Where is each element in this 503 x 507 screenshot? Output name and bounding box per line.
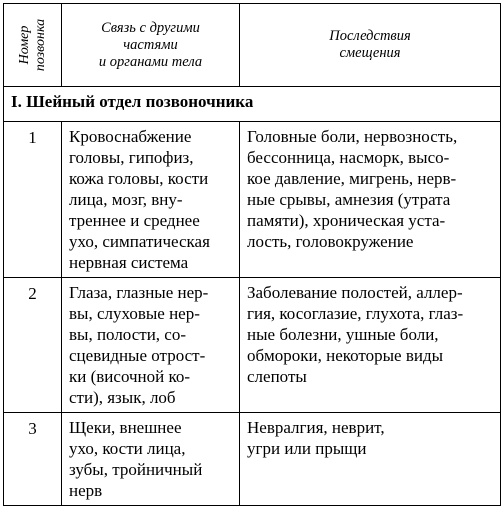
- relation-line: Глаза, глазные нер-: [69, 283, 209, 302]
- consequences-cell: [240, 413, 501, 506]
- consequences-line: Головные боли, нервозность,: [247, 127, 458, 146]
- relation-line: ухо, симпатическая: [69, 232, 210, 251]
- consequences-line: ные болезни, ушные боли,: [247, 325, 439, 344]
- header-relation-line: частями: [123, 36, 178, 53]
- consequences-line: Заболевание полостей, аллер-: [247, 283, 463, 302]
- consequences-cell: [240, 122, 501, 278]
- consequences-line: лость, головокружение: [247, 232, 414, 251]
- relation-line: нерв: [69, 481, 103, 500]
- section-title: I. Шейный отдел позвоночника: [4, 87, 501, 122]
- relation-cell: [62, 122, 240, 278]
- header-relation: [62, 4, 240, 87]
- consequences-line: угри или прыщи: [247, 439, 367, 458]
- consequences-line: бессонница, насморк, высо-: [247, 148, 450, 167]
- relation-line: Кровоснабжение: [69, 127, 192, 146]
- header-relation-line: и органами тела: [98, 53, 203, 70]
- table-row: [4, 122, 501, 278]
- header-consequences: [240, 4, 501, 87]
- relation-line: сти), язык, лоб: [69, 388, 176, 407]
- consequences-line: ные срывы, амнезия (утрата: [247, 190, 451, 209]
- consequences-line: обмороки, некоторые виды: [247, 346, 444, 365]
- relation-line: лица, мозг, вну-: [69, 190, 183, 209]
- consequences-line: кое давление, мигрень, нерв-: [247, 169, 457, 188]
- table-row: [4, 278, 501, 413]
- relation-cell: [62, 278, 240, 413]
- vertebra-number: 1: [4, 122, 62, 278]
- header-number-line: Номер: [16, 25, 32, 65]
- consequences-line: Невралгия, неврит,: [247, 418, 385, 437]
- relation-cell: [62, 413, 240, 506]
- consequences-line: гия, косоглазие, глухота, глаз-: [247, 304, 464, 323]
- vertebra-number: 2: [4, 278, 62, 413]
- table-row: [4, 413, 501, 506]
- relation-line: вы, полости, со-: [69, 325, 187, 344]
- header-consequences-line: Последствия: [329, 28, 411, 44]
- relation-line: зубы, тройничный: [69, 460, 203, 479]
- relation-line: нервная система: [69, 253, 189, 272]
- vertebrae-table: [3, 3, 501, 506]
- header-consequences-line: смещения: [339, 45, 401, 61]
- relation-line: сцевидные отрост-: [69, 346, 206, 365]
- consequences-line: слепоты: [247, 367, 307, 386]
- section-row: [4, 87, 501, 122]
- header-row: [4, 4, 501, 87]
- relation-line: кожа головы, кости: [69, 169, 209, 188]
- relation-line: ухо, кости лица,: [69, 439, 186, 458]
- consequences-line: памяти), хроническая уста-: [247, 211, 446, 230]
- relation-line: Щеки, внешнее: [69, 418, 182, 437]
- relation-line: головы, гипофиз,: [69, 148, 194, 167]
- header-vertebra-number: [4, 4, 62, 87]
- header-vertebra-number-text: [17, 6, 49, 84]
- header-number-line: позвонка: [32, 18, 48, 72]
- header-relation-line: Связь с другими: [101, 19, 200, 36]
- relation-line: вы, слуховые нер-: [69, 304, 200, 323]
- consequences-cell: [240, 278, 501, 413]
- relation-line: треннее и среднее: [69, 211, 200, 230]
- relation-line: ки (височной ко-: [69, 367, 191, 386]
- vertebra-number: 3: [4, 413, 62, 506]
